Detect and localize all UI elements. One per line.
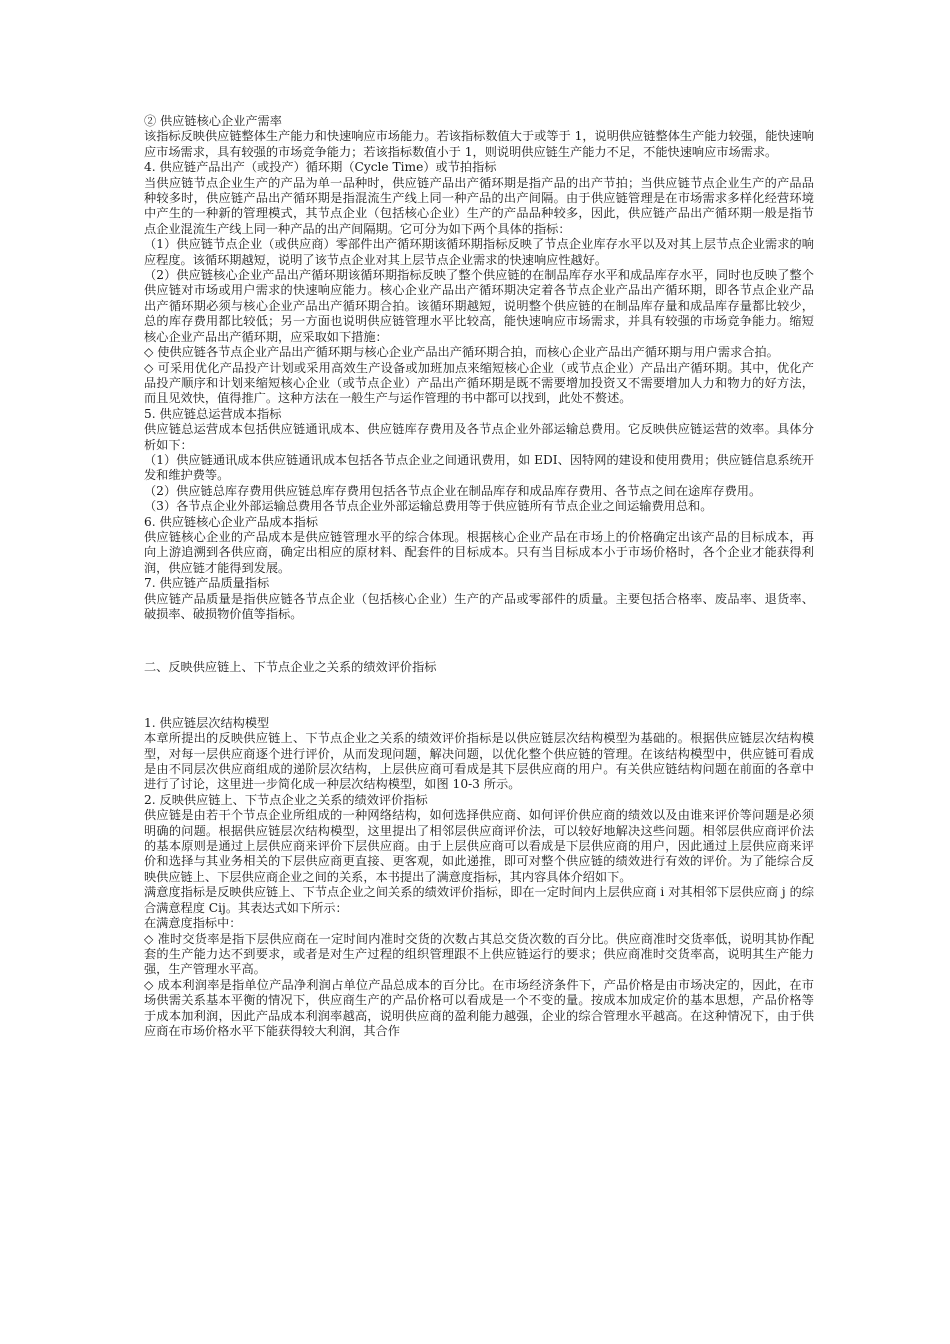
paragraph: 供应链总运营成本包括供应链通讯成本、供应链库存费用及各节点企业外部运输总费用。它反映供应链运营的效率。具体分析如下： [144,422,814,452]
subheading-core-demand-rate: ② 供应链核心企业产需率 [144,114,282,128]
subheading-relationship-indicators: 2. 反映供应链上、下节点企业之关系的绩效评价指标 [144,792,428,807]
subheading-hierarchy-model: 1. 供应链层次结构模型 [144,715,270,730]
paragraph: 供应链是由若干个节点企业所组成的一种网络结构，如何选择供应商、如何评价供应商的绩效以及由谁来评价等问题是必须明确的问题。根据供应链层次结构模型，这里提出了相邻层供应商评价法，可以较好地解决这些问题。相邻层供应商评价法的基本原则是通过上层供应商来评价下层供应商。由于上层供应商可以看成是下层供应商的用户，因此通过上层供应商来评价和选择与其业务相关的下层供应商更直接、更客观，如此递推，即可对整个供应链的绩效进行有效的评价。为了能综合反映供应链上、下层供应商企业之间的关系，本书提出了满意度指标，其内容具体介绍如下。 [144,808,814,884]
paragraph: 供应链核心企业的产品成本是供应链管理水平的综合体现。根据核心企业产品在市场上的价格确定出该产品的目标成本，再向上游追溯到各供应商，确定出相应的原材料、配套件的目标成本。只有当目标成本小于市场价格时，各个企业才能获得利润，供应链才能得到发展。 [144,529,814,575]
bullet-item: ◇ 成本利润率是指单位产品净利润占单位产品总成本的百分比。在市场经济条件下，产品价格是由市场决定的，因此，在市场供需关系基本平衡的情况下，供应商生产的产品价格可以看成是一个不变的量。按成本加成定价的基本思想，产品价格等于成本加利润，因此产品成本利润率越高，说明供应商的盈利能力越强，企业的综合管理水平越高。在这种情况下，由于供应商在市场价格水平下能获得较大利润，其合作 [144,977,814,1038]
paragraph: 当供应链节点企业生产的产品为单一品种时，供应链产品出产循环期是指产品的出产节拍；当供应链节点企业生产的产品品种较多时，供应链产品出产循环期是指混流生产线上同一种产品的出产间隔。由于供应链管理是在市场需求多样化经营环境中产生的一种新的管理模式，其节点企业（包括核心企业）生产的产品品种较多，因此，供应链产品出产循环期一般是指节点企业混流生产线上同一种产品的出产间隔期。它可分为如下两个具体的指标： [144,175,814,236]
paragraph: （1）供应链节点企业（或供应商）零部件出产循环期该循环期指标反映了节点企业库存水平以及对其上层节点企业需求的响应程度。该循环期越短，说明了该节点企业对其上层节点企业需求的快速响应性越好。 [144,237,814,267]
document-body [144,114,814,1039]
bullet-item: ◇ 可采用优化产品投产计划或采用高效生产设备或加班加点来缩短核心企业（或节点企业）产品出产循环期。其中，优化产品投产顺序和计划来缩短核心企业（或节点企业）产品出产循环期是既不需要增加投资又不需要增加人力和物力的好方法，而且见效快，值得推广。这种方法在一般生产与运作管理的书中都可以找到，此处不赘述。 [144,360,814,406]
paragraph: （2）供应链总库存费用供应链总库存费用包括各节点企业在制品库存和成品库存费用、各节点之间在途库存费用。 [144,483,762,498]
bullet-item: ◇ 使供应链各节点企业产品出产循环期与核心企业产品出产循环期合拍，而核心企业产品出产循环期与用户需求合拍。 [144,345,779,360]
subheading-product-quality: 7. 供应链产品质量指标 [144,576,270,591]
paragraph: （1）供应链通讯成本供应链通讯成本包括各节点企业之间通讯费用，如 EDI、因特网的建设和使用费用；供应链信息系统开发和维护费等。 [144,452,814,483]
bullet-item: ◇ 准时交货率是指下层供应商在一定时间内准时交货的次数占其总交货次数的百分比。供应商准时交货率低，说明其协作配套的生产能力达不到要求，或者是对生产过程的组织管理跟不上供应链运行的要求；供应商准时交货率高，说明其生产能力强，生产管理水平高。 [144,931,814,977]
paragraph: 本章所提出的反映供应链上、下节点企业之关系的绩效评价指标是以供应链层次结构模型为基础的。根据供应链层次结构模型，对每一层供应商逐个进行评价，从而发现问题，解决问题，以优化整个供应链的管理。在该结构模型中，供应链可看成是由不同层次供应商组成的递阶层次结构，上层供应商可看成是其下层供应商的用户。有关供应链结构问题在前面的各章中进行了讨论，这里进一步简化成一种层次结构模型，如图 10-3 所示。 [144,731,814,792]
subheading-operating-cost: 5. 供应链总运营成本指标 [144,406,282,421]
paragraph: 该指标反映供应链整体生产能力和快速响应市场能力。若该指标数值大于或等于 1，说明供应链整体生产能力较强，能快速响应市场需求，具有较强的市场竞争能力；若该指标数值小于 1，则说明供应链生产能力不足，不能快速响应市场需求。 [144,129,814,159]
paragraph: 供应链产品质量是指供应链各节点企业（包括核心企业）生产的产品或零部件的质量。主要包括合格率、废品率、退货率、破损率、破损物价值等指标。 [144,591,814,621]
spacer [144,676,814,716]
paragraph: 满意度指标是反映供应链上、下节点企业之间关系的绩效评价指标，即在一定时间内上层供应商 i 对其相邻下层供应商 j 的综合满意程度 Cij。其表达式如下所示： [144,885,814,915]
spacer [144,622,814,660]
paragraph: （2）供应链核心企业产品出产循环期该循环期指标反映了整个供应链的在制品库存水平和成品库存水平，同时也反映了整个供应链对市场或用户需求的快速响应能力。核心企业产品出产循环期决定着各节点企业产品出产循环期，即各节点企业产品出产循环期必须与核心企业产品出产循环期合拍。该循环期越短，说明整个供应链的在制品库存量和成品库存量都比较少，总的库存费用都比较低；另一方面也说明供应链管理水平比较高，能快速响应市场需求，并具有较强的市场竞争能力。缩短核心企业产品出产循环期，应采取如下措施： [144,268,814,344]
section-heading: 二、反映供应链上、下节点企业之关系的绩效评价指标 [144,660,437,675]
paragraph: （3）各节点企业外部运输总费用各节点企业外部运输总费用等于供应链所有节点企业之间运输费用总和。 [144,499,713,514]
subheading-cycle-time: 4. 供应链产品出产（或投产）循环期（Cycle Time）或节拍指标 [144,160,497,175]
subheading-product-cost: 6. 供应链核心企业产品成本指标 [144,514,318,529]
paragraph: 在满意度指标中： [144,916,242,931]
